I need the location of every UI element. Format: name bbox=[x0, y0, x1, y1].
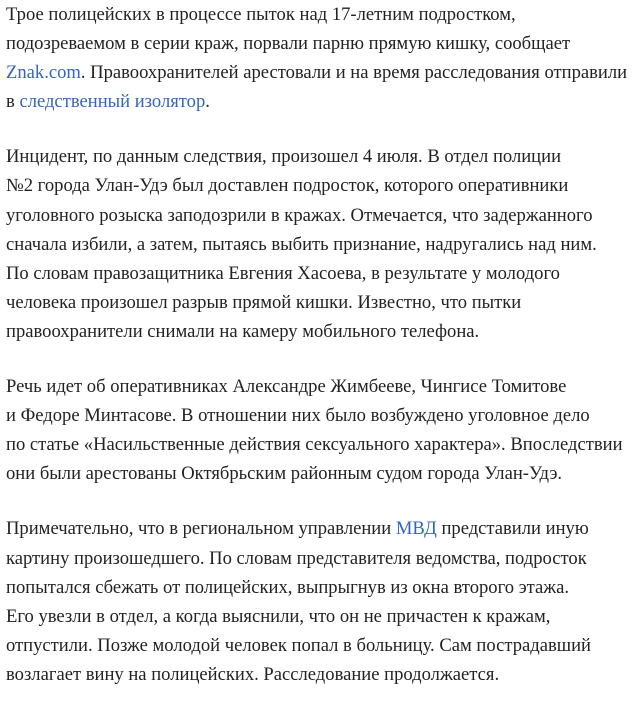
text-segment: уголовного розыска заподозрили в кражах. Отмечается, что задержанного bbox=[6, 204, 593, 226]
text-line bbox=[6, 230, 640, 259]
text-segment: Трое полицейских в процессе пыток над 17-летним подростком, bbox=[6, 4, 516, 25]
text-segment: Инцидент, по данным следствия, произошел 4 июля. В отдел полиции bbox=[6, 146, 562, 168]
text-line bbox=[6, 0, 640, 29]
article-body bbox=[6, 0, 640, 715]
inline-link[interactable]: МВД bbox=[395, 518, 437, 540]
text-segment: попытался сбежать от полицейских, выпрыгнув из окна второго этажа. bbox=[6, 576, 570, 598]
text-line bbox=[6, 259, 640, 288]
text-segment: Примечательно, что в региональном управлении bbox=[6, 518, 396, 540]
article-paragraph bbox=[6, 372, 640, 488]
text-line bbox=[6, 459, 640, 488]
text-segment: и Федоре Минтасове. В отношении них было возбуждено уголовное дело bbox=[6, 405, 590, 427]
text-line bbox=[6, 660, 640, 689]
text-line bbox=[6, 573, 640, 602]
text-line bbox=[6, 171, 640, 200]
text-segment: По словам правозащитника Евгения Хасоева, в результате у молодого bbox=[6, 262, 560, 284]
text-line bbox=[6, 401, 640, 430]
text-segment: представили иную bbox=[436, 518, 589, 540]
text-line bbox=[6, 87, 640, 116]
text-segment: . bbox=[205, 91, 210, 113]
inline-link[interactable]: следственный изолятор bbox=[19, 91, 206, 113]
text-line bbox=[6, 317, 640, 346]
text-line bbox=[6, 142, 640, 171]
text-segment: возлагает вину на полицейских. Расследование продолжается. bbox=[6, 663, 500, 685]
text-segment: сначала избили, а затем, пытаясь выбить признание, надругались над ним. bbox=[6, 233, 597, 255]
text-line bbox=[6, 29, 640, 58]
text-segment: №2 города Улан-Удэ был доставлен подросток, которого оперативники bbox=[6, 175, 569, 197]
text-line bbox=[6, 544, 640, 573]
text-segment: подозреваемом в серии краж, порвали парню прямую кишку, сообщает bbox=[6, 33, 571, 55]
text-line bbox=[6, 372, 640, 401]
text-line bbox=[6, 430, 640, 459]
text-line bbox=[6, 201, 640, 230]
text-segment: человека произошел разрыв прямой кишки. Известно, что пытки bbox=[6, 291, 522, 313]
text-segment: по статье «Насильственные действия сексуального характера». Впоследствии bbox=[6, 434, 623, 456]
text-segment: они были арестованы Октябрьским районным судом города Улан-Удэ. bbox=[6, 463, 563, 485]
text-line bbox=[6, 288, 640, 317]
article-paragraph bbox=[6, 0, 640, 116]
text-segment: отпустили. Позже молодой человек попал в больницу. Сам пострадавший bbox=[6, 634, 591, 656]
text-line bbox=[6, 602, 640, 631]
text-line bbox=[6, 631, 640, 660]
text-segment: . Правоохранителей арестовали и на время расследования отправили bbox=[80, 62, 628, 84]
text-line bbox=[6, 58, 640, 87]
text-segment: в bbox=[6, 91, 20, 113]
article-paragraph bbox=[6, 142, 640, 346]
text-segment: Его увезли в отдел, а когда выяснили, что он не причастен к кражам, bbox=[6, 605, 551, 627]
text-segment: правоохранители снимали на камеру мобильного телефона. bbox=[6, 320, 480, 342]
article-paragraph bbox=[6, 514, 640, 689]
inline-link[interactable]: Znak.com bbox=[6, 62, 81, 84]
text-line bbox=[6, 514, 640, 543]
text-segment: Речь идет об оперативниках Александре Жимбееве, Чингисе Томитове bbox=[6, 376, 567, 398]
text-segment: картину произошедшего. По словам представителя ведомства, подросток bbox=[6, 547, 587, 569]
